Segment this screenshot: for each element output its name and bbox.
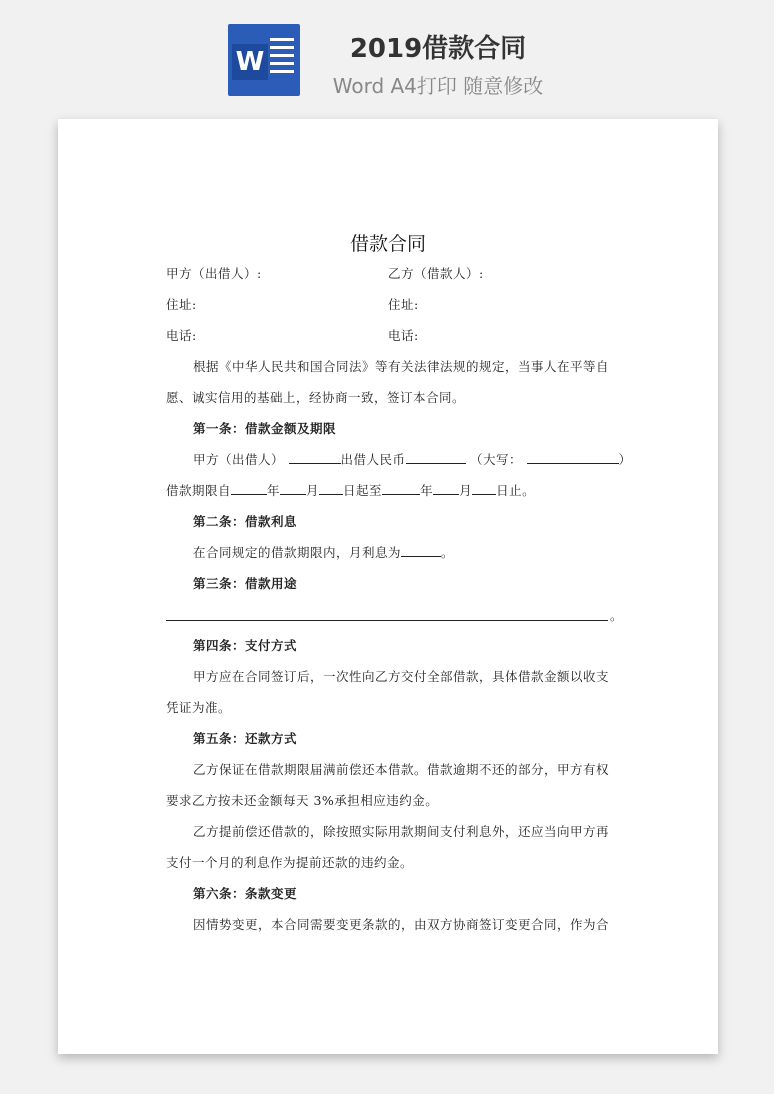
party-b-label: 乙方（借款人）:	[388, 266, 484, 281]
amount-blank[interactable]	[406, 451, 466, 464]
article-3-title: 第三条：借款用途	[193, 576, 298, 591]
phone-b-label: 电话:	[388, 328, 419, 343]
end-month-blank[interactable]	[433, 482, 459, 495]
amount-uppercase-label: （大写：	[470, 452, 523, 467]
banner-title: 2019借款合同	[349, 34, 527, 64]
article-1-line-1	[193, 450, 632, 468]
article-5-line-4: 支付一个月的利息作为提前还款的违约金。	[166, 855, 414, 870]
phone-a-label: 电话:	[166, 328, 197, 343]
end-year-blank[interactable]	[382, 482, 420, 495]
start-year-label: 年	[267, 483, 281, 498]
banner-subtitle: Word A4打印 随意修改	[332, 74, 544, 98]
word-icon-letter: W	[232, 44, 268, 80]
interest-end: 。	[441, 545, 455, 560]
start-day-blank[interactable]	[319, 482, 343, 495]
word-icon-lines	[270, 38, 294, 78]
term-to-label: 日起至	[343, 483, 383, 498]
lender-label: 甲方（出借人）	[193, 452, 285, 467]
address-a-label: 住址:	[166, 297, 197, 312]
term-from-label: 借款期限自	[166, 483, 232, 498]
document-title: 借款合同	[349, 233, 426, 255]
intro-line-2: 愿、诚实信用的基础上，经协商一致，签订本合同。	[166, 390, 466, 405]
interest-label: 在合同规定的借款期限内，月利息为	[193, 545, 402, 560]
word-icon	[228, 24, 300, 96]
amount-uppercase-close: ）	[618, 452, 632, 467]
article-6-title: 第六条：条款变更	[193, 886, 298, 901]
purpose-blank[interactable]	[166, 619, 608, 621]
amount-label: 出借人民币	[340, 452, 406, 467]
amount-uppercase-blank[interactable]	[527, 451, 619, 464]
article-1-line-2	[166, 481, 535, 499]
end-year-label: 年	[420, 483, 434, 498]
article-2-title: 第二条：借款利息	[193, 514, 298, 529]
address-b-label: 住址:	[388, 297, 419, 312]
article-6-line-1: 因情势变更，本合同需要变更条款的，由双方协商签订变更合同，作为合	[193, 917, 610, 932]
purpose-end: 。	[610, 608, 623, 623]
lender-blank[interactable]	[289, 451, 341, 464]
end-day-blank[interactable]	[472, 482, 496, 495]
party-a-label: 甲方（出借人）:	[166, 266, 262, 281]
article-1-title: 第一条：借款金额及期限	[193, 421, 337, 436]
start-month-blank[interactable]	[280, 482, 306, 495]
article-2-line-1	[193, 543, 454, 561]
article-5-line-2: 要求乙方按未还金额每天 3%承担相应违约金。	[166, 793, 439, 808]
article-5-line-3: 乙方提前偿还借款的，除按照实际用款期间支付利息外，还应当向甲方再	[193, 824, 610, 839]
article-5-title: 第五条：还款方式	[193, 731, 298, 746]
article-4-line-1: 甲方应在合同签订后，一次性向乙方交付全部借款，具体借款金额以收支	[193, 669, 610, 684]
article-5-line-1: 乙方保证在借款期限届满前偿还本借款。借款逾期不还的部分，甲方有权	[193, 762, 610, 777]
article-4-line-2: 凭证为准。	[166, 700, 232, 715]
intro-line-1: 根据《中华人民共和国合同法》等有关法律法规的规定，当事人在平等自	[193, 359, 610, 374]
start-month-label: 月	[306, 483, 320, 498]
header	[0, 0, 774, 110]
document-page	[58, 119, 718, 1054]
article-4-title: 第四条：支付方式	[193, 638, 298, 653]
start-year-blank[interactable]	[231, 482, 267, 495]
interest-blank[interactable]	[401, 544, 441, 557]
end-month-label: 月	[459, 483, 473, 498]
term-end-label: 日止。	[496, 483, 536, 498]
